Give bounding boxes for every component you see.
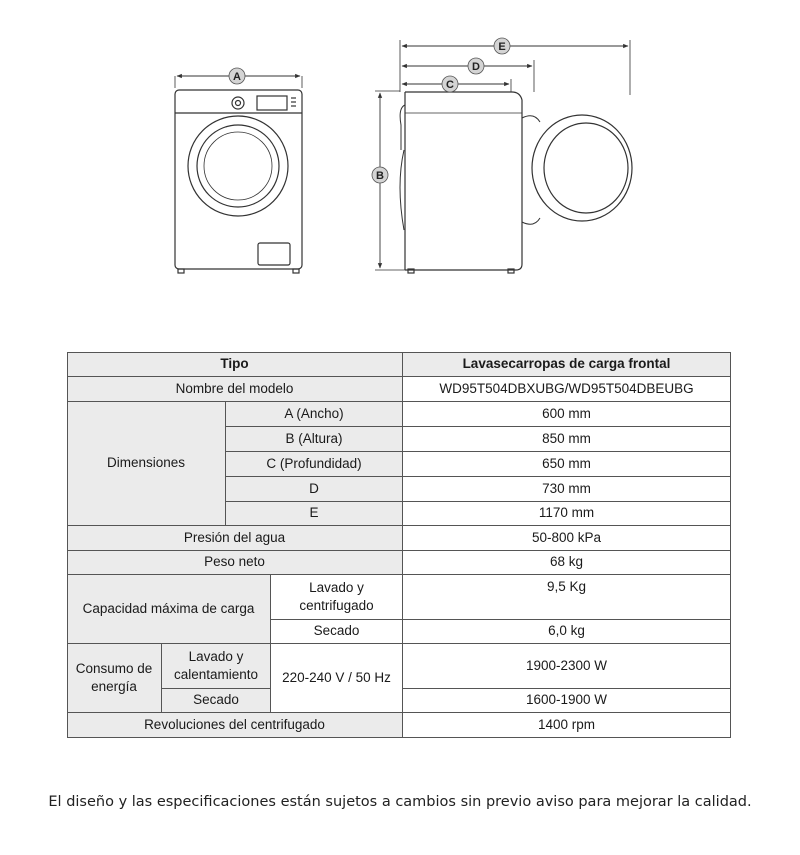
dim-row-value: 1170 mm (403, 502, 731, 526)
svg-text:D: D (472, 61, 480, 73)
svg-text:C: C (446, 79, 454, 91)
capacity-dry-label: Secado (271, 620, 403, 644)
dim-marker-a (229, 68, 245, 84)
spin-value: 1400 rpm (403, 713, 731, 738)
dim-row-value: 730 mm (403, 477, 731, 502)
power-voltage: 220-240 V / 50 Hz (271, 644, 403, 713)
header-type: Tipo (67, 352, 403, 377)
dim-row-label: D (226, 477, 403, 502)
power-dry-label: Secado (162, 689, 271, 713)
capacity-dry-value: 6,0 kg (403, 620, 731, 644)
spin-label: Revoluciones del centrifugado (67, 713, 403, 738)
svg-text:A: A (233, 71, 241, 83)
svg-text:E: E (498, 41, 506, 53)
spec-table (67, 352, 731, 738)
dim-row-value: 650 mm (403, 452, 731, 477)
dim-row-label: A (Ancho) (226, 402, 403, 427)
dim-row-label: E (226, 502, 403, 526)
net-weight-value: 68 kg (403, 551, 731, 575)
dimensions-label: Dimensiones (67, 402, 226, 526)
dim-marker-b (372, 167, 388, 183)
power-label: Consumo de energía (67, 644, 162, 713)
water-pressure-value: 50-800 kPa (403, 526, 731, 551)
model-label: Nombre del modelo (67, 377, 403, 402)
dim-row-label: B (Altura) (226, 427, 403, 452)
power-wash-label: Lavado y calentamiento (162, 644, 271, 689)
svg-text:B: B (376, 170, 384, 182)
dim-row-label: C (Profundidad) (226, 452, 403, 477)
dimension-diagram (0, 0, 800, 290)
dim-row-value: 600 mm (403, 402, 731, 427)
capacity-wash-value: 9,5 Kg (403, 575, 731, 620)
dim-marker-e (494, 38, 510, 54)
footnote: El diseño y las especificaciones están sujetos a cambios sin previo aviso para mejorar la calidad. (48, 794, 752, 810)
power-wash-value: 1900-2300 W (403, 644, 731, 689)
header-product: Lavasecarropas de carga frontal (403, 352, 731, 377)
front-view (175, 76, 302, 273)
net-weight-label: Peso neto (67, 551, 403, 575)
side-view (375, 40, 632, 273)
dim-marker-c (442, 76, 458, 92)
dim-row-value: 850 mm (403, 427, 731, 452)
dim-marker-d (468, 58, 484, 74)
power-dry-value: 1600-1900 W (403, 689, 731, 713)
water-pressure-label: Presión del agua (67, 526, 403, 551)
capacity-wash-label: Lavado y centrifugado (271, 575, 403, 620)
model-value: WD95T504DBXUBG/WD95T504DBEUBG (403, 377, 731, 402)
capacity-label: Capacidad máxima de carga (67, 575, 271, 644)
